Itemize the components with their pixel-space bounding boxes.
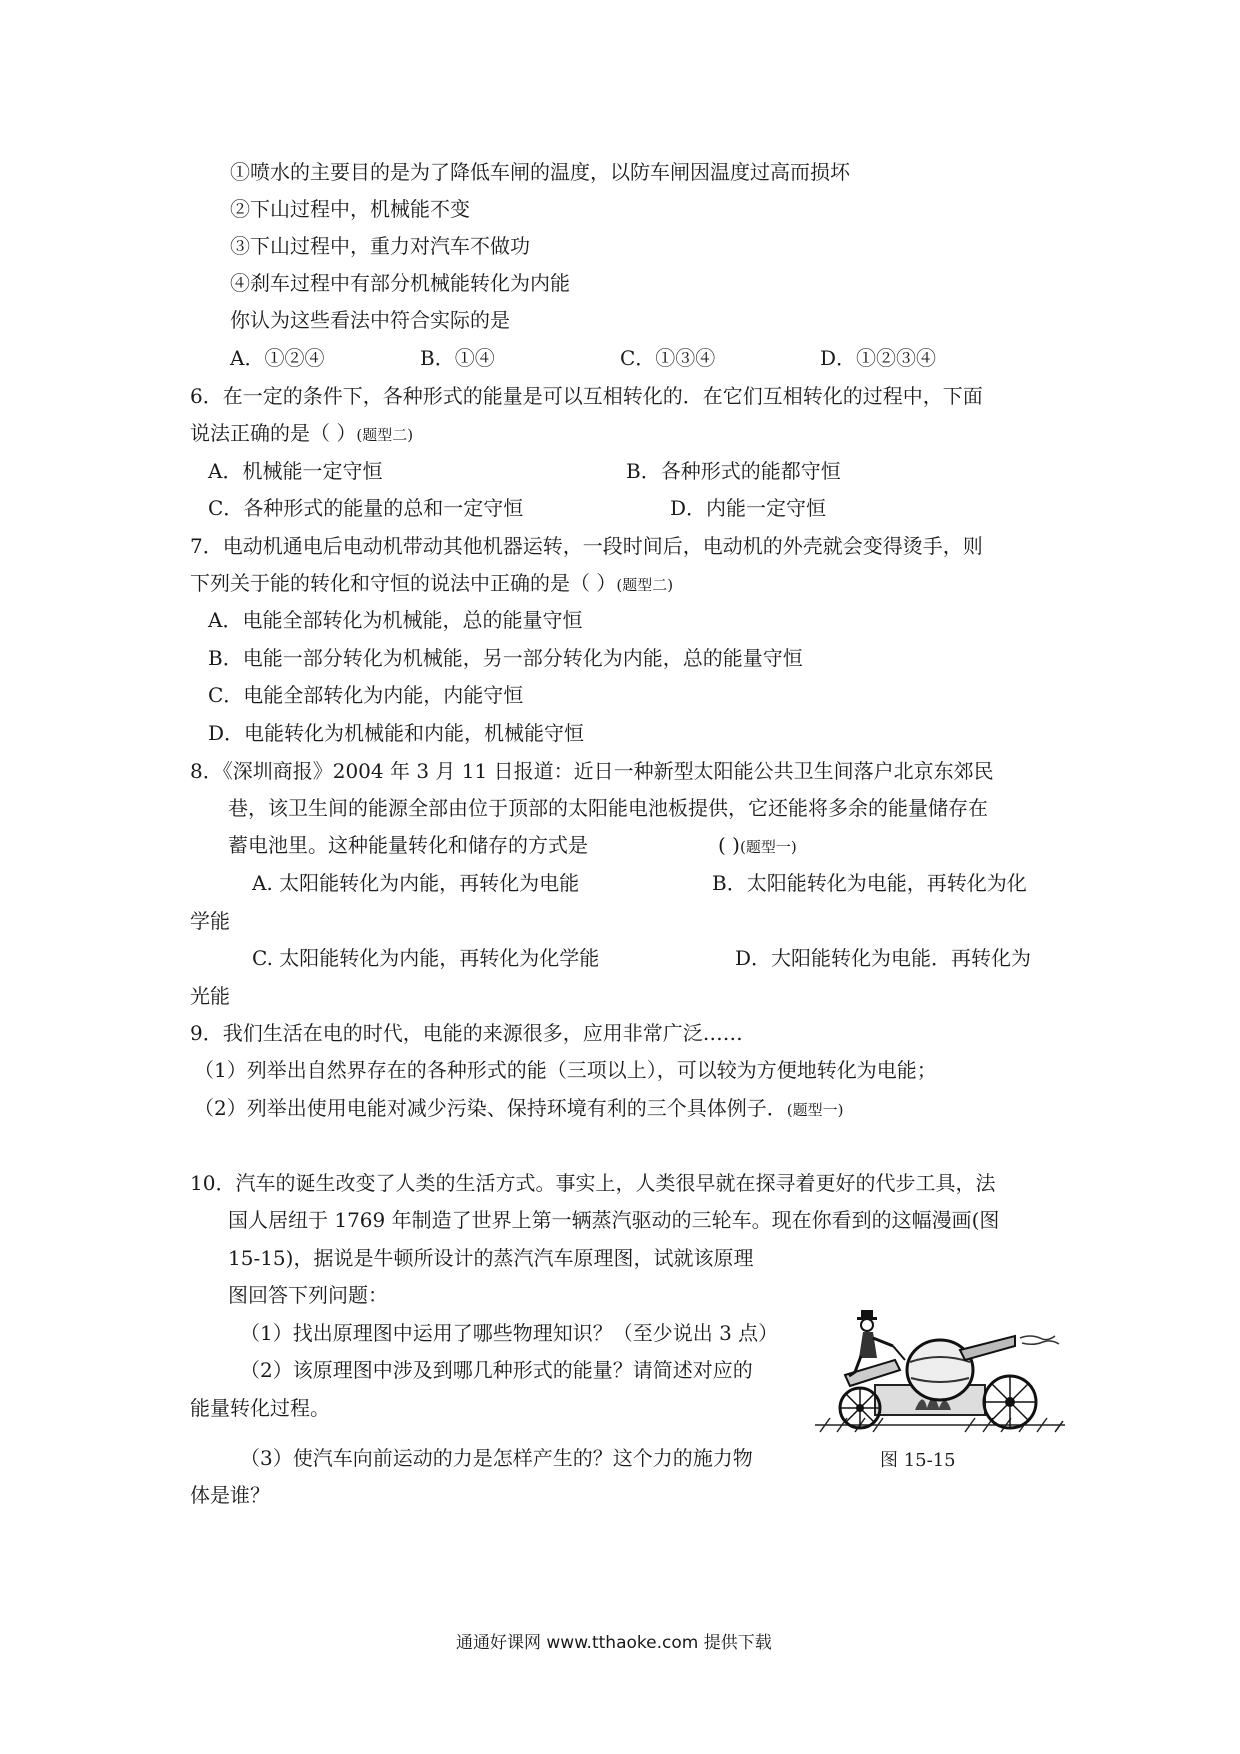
q7-option-c: C．电能全部转化为内能，内能守恒 [208,683,524,707]
q6-stem-line-2 [190,416,413,450]
q7-stem-line-1: 7．电动机通电后电动机带动其他机器运转，一段时间后，电动机的外壳就会变得烫手，则 [190,534,983,558]
q8-option-d: D．大阳能转化为电能．再转化为 [735,946,1032,970]
q7-option-b: B．电能一部分转化为机械能，另一部分转化为内能，总的能量守恒 [208,646,803,670]
figure-caption: 图 15-15 [880,1450,956,1471]
steam-carriage-illustration [815,1290,1065,1435]
q5-option-b: B．①④ [420,346,495,370]
q6-stem-text: 说法正确的是（ ） [190,421,357,445]
q5-statement-4: ④刹车过程中有部分机械能转化为内能 [230,271,570,295]
q8-type-tag: (题型一) [739,838,797,856]
q5-option-d: D．①②③④ [820,346,937,370]
q5-statement-2: ②下山过程中，机械能不变 [230,197,470,221]
q6-option-d: D．内能一定守恒 [670,496,827,520]
q5-statement-1: ①喷水的主要目的是为了降低车闸的温度，以防车闸因温度过高而损坏 [230,160,850,184]
footer-download-credit: 通通好课网 www.tthaoke.com 提供下载 [456,1633,772,1653]
q9-sub-question-2 [194,1091,843,1125]
q8-option-b-continued: 学能 [190,909,230,933]
q6-type-tag: (题型二) [356,426,414,444]
q10-stem-line-3: 15-15)，据说是牛顿所设计的蒸汽汽车原理图，试就该原理 [228,1246,754,1270]
q9-sub-question-2-text: （2）列举出使用电能对减少污染、保持环境有利的三个具体例子． [194,1096,787,1120]
q5-statement-3: ③下山过程中，重力对汽车不做功 [230,234,530,258]
q8-option-d-continued: 光能 [190,984,230,1008]
q10-stem-line-2: 国人居纽于 1769 年制造了世界上第一辆蒸汽驱动的三轮车。现在你看到的这幅漫画(图 [228,1208,1000,1232]
q9-sub-question-1: （1）列举出自然界存在的各种形式的能（三项以上），可以较为方便地转化为电能； [194,1058,937,1082]
q5-option-a: A．①②④ [230,346,325,370]
q7-option-d: D．电能转化为机械能和内能，机械能守恒 [208,721,585,745]
q9-stem: 9．我们生活在电的时代，电能的来源很多，应用非常广泛…… [190,1021,743,1045]
q7-stem-text: 下列关于能的转化和守恒的说法中正确的是（ ） [190,571,617,595]
q7-type-tag: (题型二) [616,576,674,594]
q10-sub-question-3-continued: 体是谁？ [190,1483,270,1507]
q10-stem-line-1: 10．汽车的诞生改变了人类的生活方式。事实上，人类很早就在探寻着更好的代步工具，法 [190,1171,996,1195]
q8-stem-line-1: 8．《深圳商报》2004 年 3 月 11 日报道：近日一种新型太阳能公共卫生间落户北京东郊民 [190,759,994,783]
q8-stem-line-2: 巷，该卫生间的能源全部由位于顶部的太阳能电池板提供，它还能将多余的能量储存在 [228,796,988,820]
q10-sub-question-2-continued: 能量转化过程。 [190,1396,330,1420]
q8-option-a: A. 太阳能转化为内能，再转化为电能 [252,871,580,895]
q6-option-c: C．各种形式的能量的总和一定守恒 [208,496,524,520]
q10-sub-question-3: （3）使汽车向前运动的力是怎样产生的？这个力的施力物 [240,1446,753,1470]
q10-stem-line-4: 图回答下列问题： [228,1283,388,1307]
q5-prompt: 你认为这些看法中符合实际的是 [230,308,510,332]
steam-nozzle [960,1336,1015,1360]
q7-stem-line-2 [190,566,673,600]
q8-stem-line-3: 蓄电池里。这种能量转化和储存的方式是 [228,833,588,857]
q6-stem-line-1: 6．在一定的条件下，各种形式的能量是可以互相转化的．在它们互相转化的过程中，下面 [190,384,983,408]
q10-sub-question-2: （2）该原理图中涉及到哪几种形式的能量？请简述对应的 [240,1358,753,1382]
q5-option-c: C．①③④ [620,346,716,370]
q7-option-a: A．电能全部转化为机械能，总的能量守恒 [208,608,583,632]
q8-answer-paren [718,828,797,862]
steam-jet [1020,1336,1059,1344]
q10-sub-question-1: （1）找出原理图中运用了哪些物理知识？（至少说出 3 点） [240,1321,779,1345]
q8-paren-text: ( ) [718,833,740,857]
q8-option-b: B．太阳能转化为电能，再转化为化 [712,871,1027,895]
q8-option-c: C. 太阳能转化为内能，再转化为化学能 [252,946,600,970]
q9-type-tag: (题型一) [786,1101,844,1119]
q6-option-b: B．各种形式的能都守恒 [626,459,841,483]
q6-option-a: A．机械能一定守恒 [208,459,383,483]
